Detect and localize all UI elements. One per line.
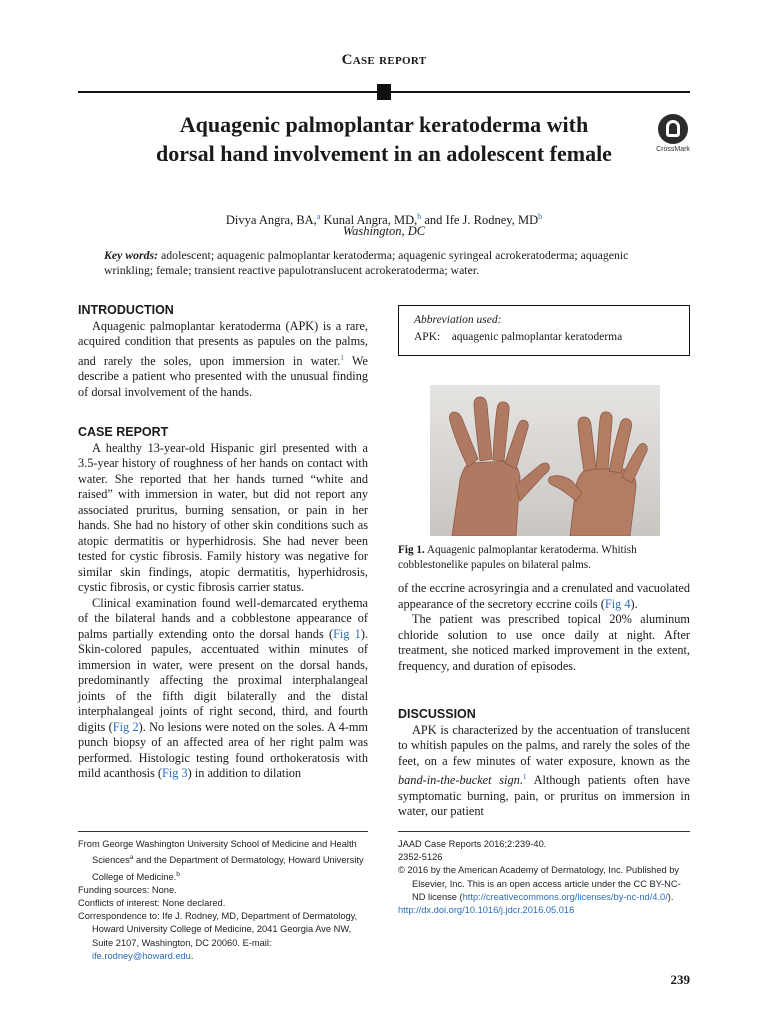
- figure-link[interactable]: Fig 2: [112, 719, 139, 734]
- treatment-paragraph: The patient was prescribed topical 20% aluminum chloride solution to use once daily at night. After treatment, she noticed marked improvement in the extent, frequency, and duration of episodes.: [398, 612, 690, 673]
- crossmark-badge[interactable]: [655, 114, 691, 158]
- footnotes-right: [398, 838, 690, 917]
- funding-note: Funding sources: None.: [78, 884, 177, 895]
- issn: 2352-5126: [398, 852, 443, 863]
- author-affiliation-marker[interactable]: b: [417, 212, 422, 221]
- discussion-section: [398, 707, 690, 820]
- copyright-note: © 2016 by the American Academy of Dermatology, Inc. Published by Elsevier, Inc. This is an open access article under the CC BY-NC-ND license (http://creativecommons.org/licenses/by-nc-nd/4.0/).: [398, 865, 681, 902]
- author-name: Kunal Angra, MD,: [323, 213, 418, 228]
- affiliation-note: From George Washington University School of Medicine and Health Sciences$^a$ and the Department of Dermatology, Howard University College of Medicine.$^b$: [78, 839, 364, 882]
- case-report-continuation: of the eccrine acrosyringia and a crenulated and vacuolated appearance of the secretory eccrine coils (Fig 4).: [398, 581, 690, 611]
- page-number: 239: [670, 972, 690, 987]
- figure-1-label: Fig 1.: [398, 544, 425, 556]
- case-report-paragraph: Clinical examination found well-demarcated erythema of the bilateral hands and a cobblestone appearance of palms partially extending onto the dorsal hands (Fig 1). Skin-colored papules, accentuated within minutes of immersion in water, were present on the dorsal hands, predominantly affecting the proximal interphalangeal joints of the fifth digit bilaterally and the distal interphalangeal joints of right second, third, and fourth digits (Fig 2). No lesions were noted on the soles. A 4-mm punch biopsy of an affected area of her right palm was performed. Histologic testing found orthokeratosis with mild acanthosis (Fig 3) in addition to dilation: [78, 595, 368, 780]
- section-label: Case report: [341, 52, 427, 68]
- email-link[interactable]: ife.rodney@howard.edu: [92, 950, 191, 961]
- abbreviation-title: Abbreviation used:: [414, 314, 502, 326]
- header-rule-marker: [377, 84, 391, 100]
- footnotes-left: [78, 838, 370, 963]
- figure-link[interactable]: Fig 1: [333, 626, 361, 641]
- doi-link[interactable]: http://dx.doi.org/10.1016/j.jdcr.2016.05.016: [398, 905, 575, 916]
- right-column-text: [398, 581, 690, 674]
- conflicts-note: Conflicts of interest: None declared.: [78, 898, 226, 908]
- keywords-label: Key words:: [104, 248, 159, 262]
- doi-note: [398, 904, 690, 917]
- author-location: Washington, DC: [342, 224, 426, 238]
- author-connector: and: [424, 213, 443, 228]
- figure-1-caption: [398, 543, 690, 572]
- author-affiliation-marker[interactable]: b: [538, 212, 543, 221]
- discussion-paragraph: APK is characterized by the accentuation of translucent to whitish papules on the palms, and rarely the soles of the feet, on a few minutes of water exposure, known as the band-in-the-bucket sign.$^1$ Although patients often have symptomatic burning, pain, or pruritus on immersion in water, our patient: [398, 722, 690, 819]
- correspondence-note: Correspondence to: Ife J. Rodney, MD, Department of Dermatology, Howard University College of Medicine, 2041 Georgia Ave NW, Suite 2107, Washington, DC 20060. E-mail: ife.rodney@howard.edu.: [78, 911, 358, 961]
- introduction-heading: INTRODUCTION: [78, 303, 174, 317]
- author-name: Divya Angra, BA,: [225, 213, 317, 228]
- case-report-section: [78, 425, 368, 782]
- hands-photo: [430, 385, 660, 536]
- discussion-heading: DISCUSSION: [398, 707, 476, 721]
- keywords-text: adolescent; aquagenic palmoplantar keratoderma; aquagenic syringeal acrokeratoderma; aquagenic wrinkling; female; transient reactive papulotranslucent acrokeratoderma; water.: [104, 248, 629, 277]
- figure-link[interactable]: Fig 4: [604, 596, 631, 611]
- license-link[interactable]: http://creativecommons.org/licenses/by-nc-nd/4.0/: [462, 891, 668, 902]
- reference-link[interactable]: 1: [340, 352, 345, 362]
- abbreviation-entry: APK: aquagenic palmoplantar keratoderma: [414, 331, 623, 343]
- case-report-heading: CASE REPORT: [78, 425, 169, 439]
- case-report-paragraph: A healthy 13-year-old Hispanic girl presented with a 3.5-year history of roughness of her hands on contact with water. She reported that her hands turned “white and raised” with immersion in water, but did not report any associated pruritus, burning sensation, or pain in her hands. She had no history of other skin conditions such as atopic dermatitis or hyperhidrosis. She had never been tested for cystic fibrosis. Family history was negative for similar skin findings, atopic dermatitis, hyperhidrosis, cystic fibrosis, or cystic fibrosis carrier status.: [78, 440, 368, 594]
- figure-1-caption-text: Aquagenic palmoplantar keratoderma. Whitish cobblestonelike papules on bilateral palms.: [398, 544, 637, 571]
- footnote-rule-right: [398, 831, 690, 832]
- crossmark-label: CrossMark: [656, 146, 690, 153]
- crossmark-icon: [658, 114, 688, 144]
- reference-link[interactable]: 1: [522, 772, 527, 781]
- author-name: Ife J. Rodney, MD: [445, 213, 539, 228]
- figure-link[interactable]: Fig 3: [162, 766, 188, 780]
- author-affiliation-marker[interactable]: a: [316, 212, 321, 221]
- footnote-rule-left: [78, 831, 368, 832]
- journal-citation: JAAD Case Reports 2016;2:239-40.: [398, 839, 547, 849]
- introduction-section: [78, 303, 368, 400]
- article-title: Aquagenic palmoplantar keratoderma with dorsal hand involvement in an adolescent female: [156, 112, 612, 166]
- keywords-block: [104, 248, 668, 278]
- introduction-paragraph: Aquagenic palmoplantar keratoderma (APK) is a rare, acquired condition that presents as papules on the palms, and rarely the soles, upon immersion in water.$^1$ We describe a patient who presented with the unusual finding of dorsal involvement of the hands.: [78, 318, 368, 399]
- figure-1-image[interactable]: [430, 385, 660, 536]
- abbreviation-box: [398, 305, 690, 356]
